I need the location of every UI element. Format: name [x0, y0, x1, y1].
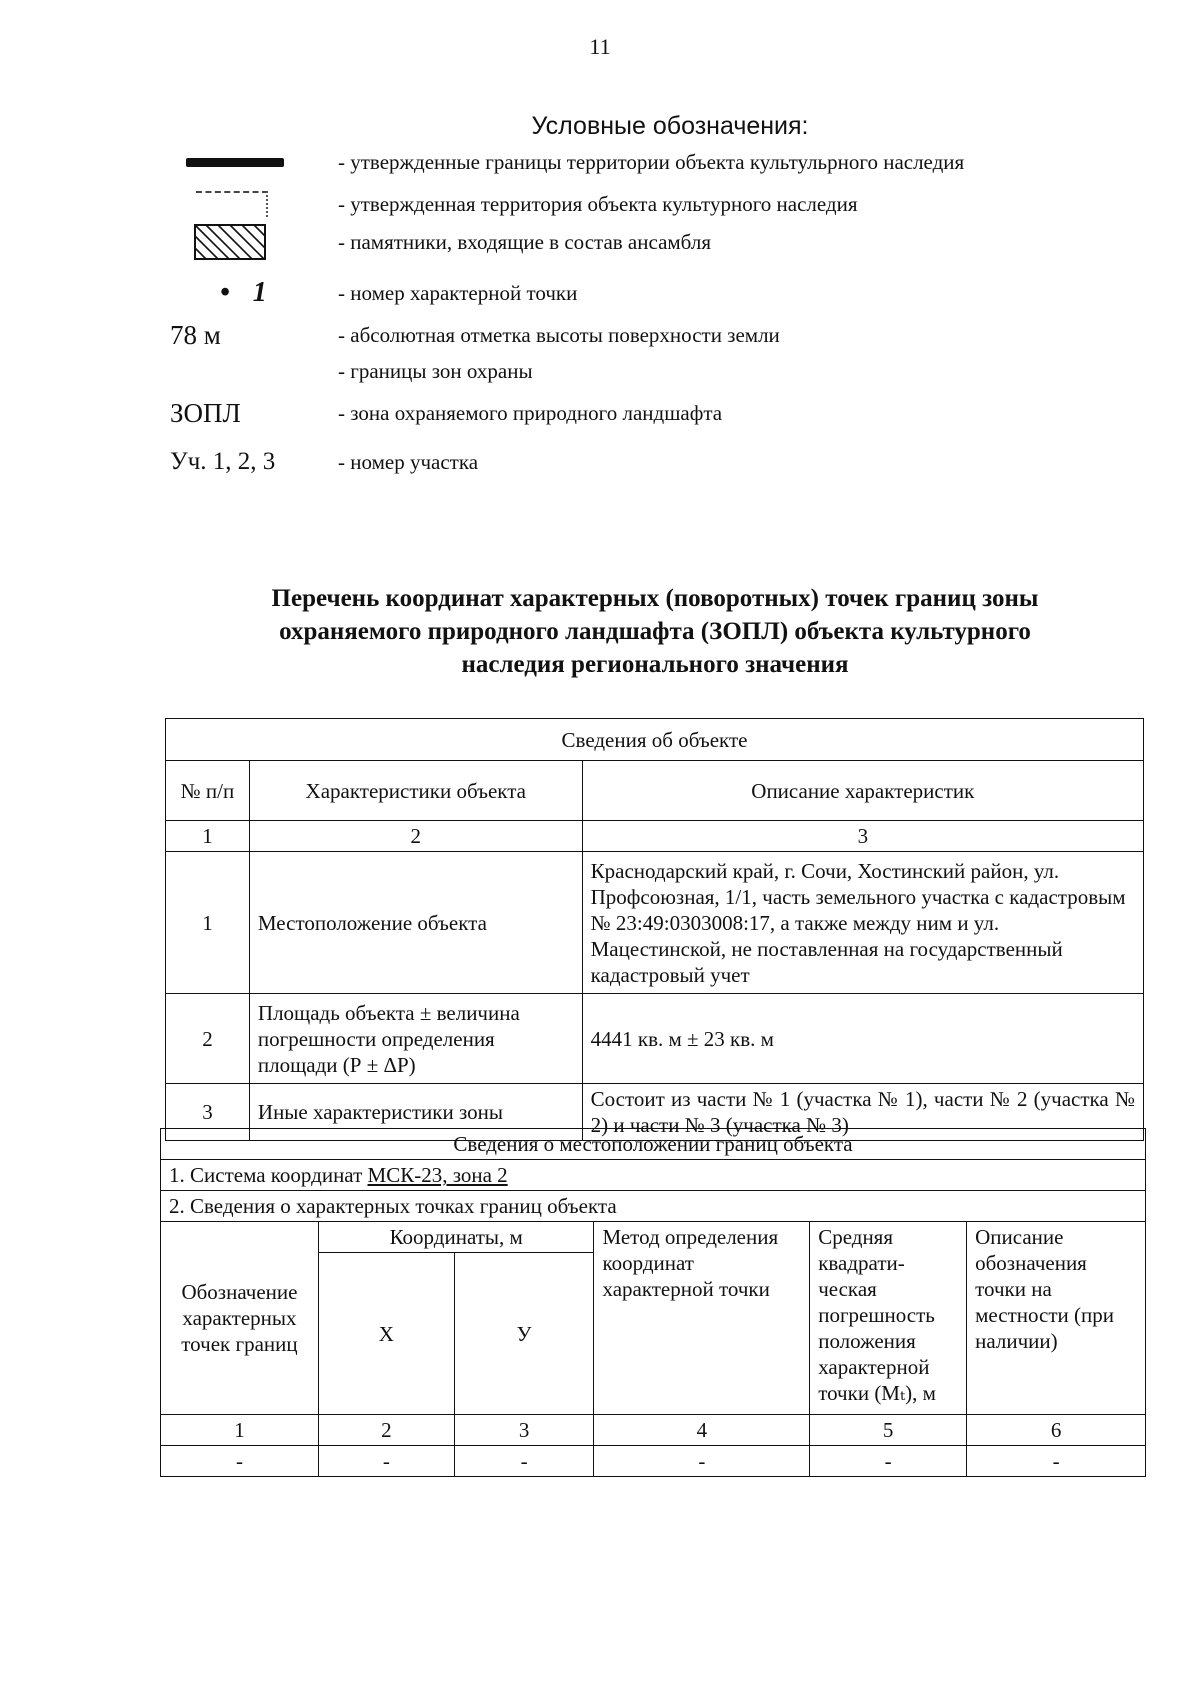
row-desc: 4441 кв. м ± 23 кв. м — [582, 994, 1143, 1084]
coordinate-system: 1. Система координат МСК-23, зона 2 — [161, 1160, 1146, 1191]
legend-text: - утвержденная территория объекта культурного наследия — [338, 192, 858, 216]
location-table — [160, 1128, 1146, 1477]
object-info-table — [165, 718, 1144, 1141]
col-error: Средняя квадрати-ческая погрешность положения характерной точки (Mₜ), м — [810, 1222, 967, 1415]
col-number: 1 — [166, 821, 250, 852]
col-number: 3 — [582, 821, 1143, 852]
col-desc: Описание обозначения точки на местности (при наличии) — [967, 1222, 1146, 1415]
row-desc: Состоит из части № 1 (участка № 1), части № 2 (участка № 2) и части № 3 (участка № 3) — [582, 1084, 1143, 1141]
coordinate-system-value: МСК-23, зона 2 — [367, 1163, 508, 1187]
cell: - — [967, 1446, 1146, 1477]
document-title: Перечень координат характерных (поворотных) точек границ зоны охраняемого природного ландшафта (ЗОПЛ) объекта культурного наследия регионального значения — [271, 585, 1039, 678]
col-number: 2 — [318, 1415, 454, 1446]
col-number: 4 — [594, 1415, 810, 1446]
legend-item — [0, 442, 1200, 482]
col-method: Метод определения координат характерной точки — [594, 1222, 810, 1415]
legend-text: - границы зон охраны — [338, 359, 533, 383]
cell: - — [810, 1446, 967, 1477]
col-y: У — [454, 1253, 594, 1415]
cell: - — [318, 1446, 454, 1477]
legend-title: Условные обозначения: — [531, 112, 809, 140]
zone-abbrev-symbol: ЗОПЛ — [170, 397, 241, 428]
dotted-area-icon — [196, 191, 268, 217]
col-coords: Координаты, м — [318, 1222, 594, 1253]
col-number: 5 — [810, 1415, 967, 1446]
row-name: Площадь объекта ± величина погрешности определения площади (Р ± ΔР) — [249, 994, 582, 1084]
legend-text: - зона охраняемого природного ландшафта — [338, 401, 723, 425]
thick-black-line-icon — [186, 158, 284, 167]
cell: - — [454, 1446, 594, 1477]
elevation-symbol: 78 м — [170, 319, 221, 350]
page-number: 11 — [589, 34, 611, 59]
legend-item — [0, 142, 1200, 182]
legend-item — [0, 184, 1200, 224]
legend-item — [0, 351, 1200, 391]
table-row — [166, 852, 1144, 994]
legend-item — [0, 222, 1200, 262]
plot-number-symbol: Уч. 1, 2, 3 — [170, 448, 276, 475]
row-name: Иные характеристики зоны — [249, 1084, 582, 1141]
col-header: № п/п — [166, 761, 250, 821]
legend-text: - номер характерной точки — [338, 281, 578, 305]
col-number: 6 — [967, 1415, 1146, 1446]
col-x: Х — [318, 1253, 454, 1415]
object-table-header: Сведения об объекте — [166, 719, 1144, 761]
points-header: 2. Сведения о характерных точках границ объекта — [161, 1191, 1146, 1222]
legend-text: - памятники, входящие в состав ансамбля — [338, 230, 711, 254]
row-number: 3 — [166, 1084, 250, 1141]
col-designation: Обозначение характерных точек границ — [161, 1222, 319, 1415]
row-number: 1 — [166, 852, 250, 994]
row-number: 2 — [166, 994, 250, 1084]
legend-item — [0, 393, 1200, 433]
row-desc: Краснодарский край, г. Сочи, Хостинский район, ул. Профсоюзная, 1/1, часть земельного участка с кадастровым № 23:49:0303008:17, а также между ним и ул. Мацестинской, не поставленная на государственный кадастровый учет — [582, 852, 1143, 994]
col-number: 3 — [454, 1415, 594, 1446]
legend-item — [0, 315, 1200, 355]
col-number: 1 — [161, 1415, 319, 1446]
table-row — [166, 994, 1144, 1084]
legend-text: - утвержденные границы территории объекта культульрного наследия — [338, 150, 965, 174]
legend-text: - абсолютная отметка высоты поверхности земли — [338, 323, 780, 347]
legend-text: - номер участка — [338, 450, 479, 474]
table-row — [161, 1446, 1146, 1477]
col-header: Характеристики объекта — [249, 761, 582, 821]
location-table-header: Сведения о местоположении границ объекта — [161, 1129, 1146, 1160]
hatched-rectangle-icon — [194, 224, 266, 260]
legend-item — [0, 273, 1200, 313]
col-header: Описание характеристик — [582, 761, 1143, 821]
row-name: Местоположение объекта — [249, 852, 582, 994]
cell: - — [594, 1446, 810, 1477]
cell: - — [161, 1446, 319, 1477]
col-number: 2 — [249, 821, 582, 852]
point-number-symbol: • 1 — [220, 277, 275, 308]
